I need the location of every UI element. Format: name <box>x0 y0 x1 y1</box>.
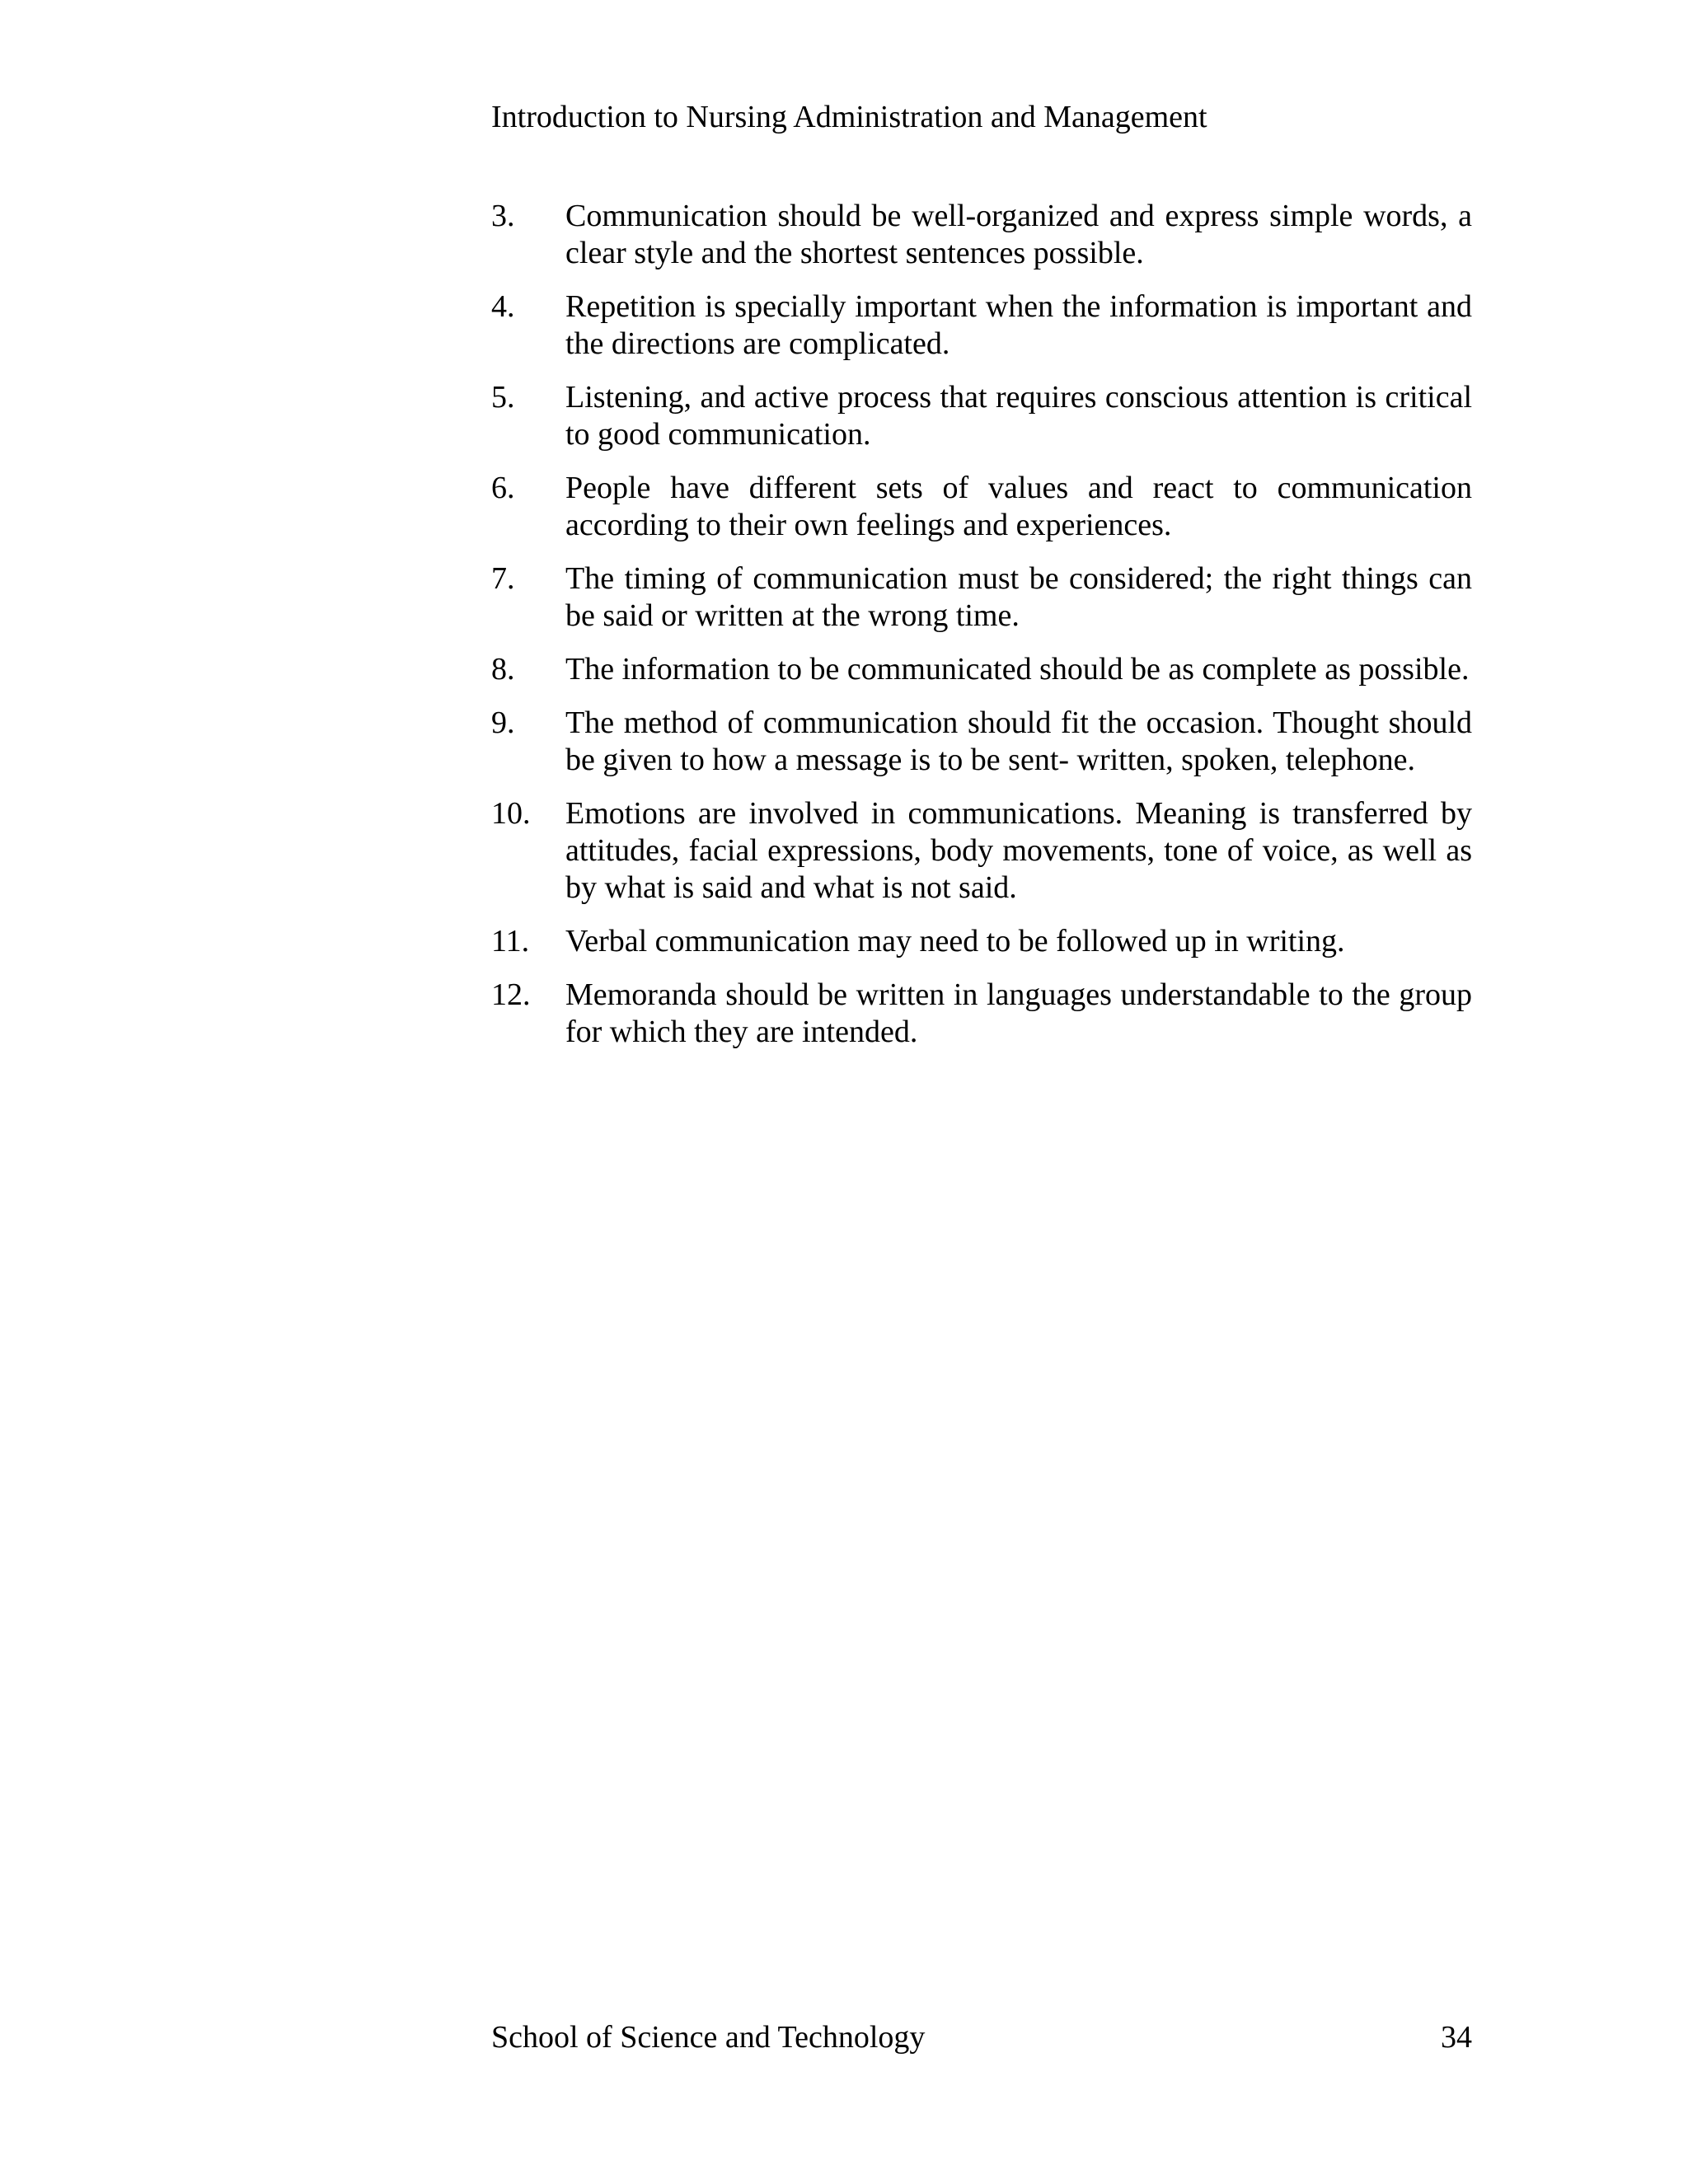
list-item-number: 10. <box>491 796 531 831</box>
list-item <box>491 795 1472 907</box>
list-item <box>491 379 1472 453</box>
list-item-number: 3. <box>491 199 515 233</box>
list-item-text: The information to be communicated should be as complete as possible. <box>565 652 1470 687</box>
list-item <box>491 651 1472 688</box>
list-item <box>491 288 1472 363</box>
list-item-text: Verbal communication may need to be followed up in writing. <box>565 924 1345 958</box>
list-item <box>491 198 1472 272</box>
running-header: Introduction to Nursing Administration and Management <box>491 100 1207 134</box>
footer-institution: School of Science and Technology <box>491 2020 926 2055</box>
page-number: 34 <box>1441 2020 1472 2055</box>
list-item-text: Communication should be well-organized and express simple words, a clear style and the shortest sentences possible. <box>565 199 1472 270</box>
list-item-number: 11. <box>491 924 530 958</box>
list-item-text: Repetition is specially important when the information is important and the directions are complicated. <box>565 289 1472 361</box>
list-item-text: The timing of communication must be considered; the right things can be said or written at the wrong time. <box>565 561 1472 633</box>
list-item <box>491 923 1472 960</box>
list-item-text: Memoranda should be written in languages understandable to the group for which they are intended. <box>565 977 1472 1049</box>
list-item-number: 6. <box>491 471 515 505</box>
list-item <box>491 470 1472 544</box>
page-footer <box>491 2018 1472 2057</box>
numbered-list <box>491 198 1472 1067</box>
list-item-number: 12. <box>491 977 531 1012</box>
list-item-number: 4. <box>491 289 515 324</box>
list-item-text: Emotions are involved in communications. Meaning is transferred by attitudes, facial expressions, body movements, tone of voice, as well as by what is said and what is not said. <box>565 796 1472 905</box>
list-item <box>491 560 1472 635</box>
list-item-text: Listening, and active process that requires conscious attention is critical to good communication. <box>565 380 1472 452</box>
list-item-number: 7. <box>491 561 515 596</box>
list-item-number: 5. <box>491 380 515 415</box>
list-item-number: 8. <box>491 652 515 687</box>
list-item-text: People have different sets of values and react to communication according to their own feelings and experiences. <box>565 471 1472 542</box>
list-item-number: 9. <box>491 705 515 740</box>
list-item-text: The method of communication should fit the occasion. Thought should be given to how a message is to be sent- written, spoken, telephone. <box>565 705 1472 777</box>
list-item <box>491 977 1472 1051</box>
list-item <box>491 705 1472 779</box>
